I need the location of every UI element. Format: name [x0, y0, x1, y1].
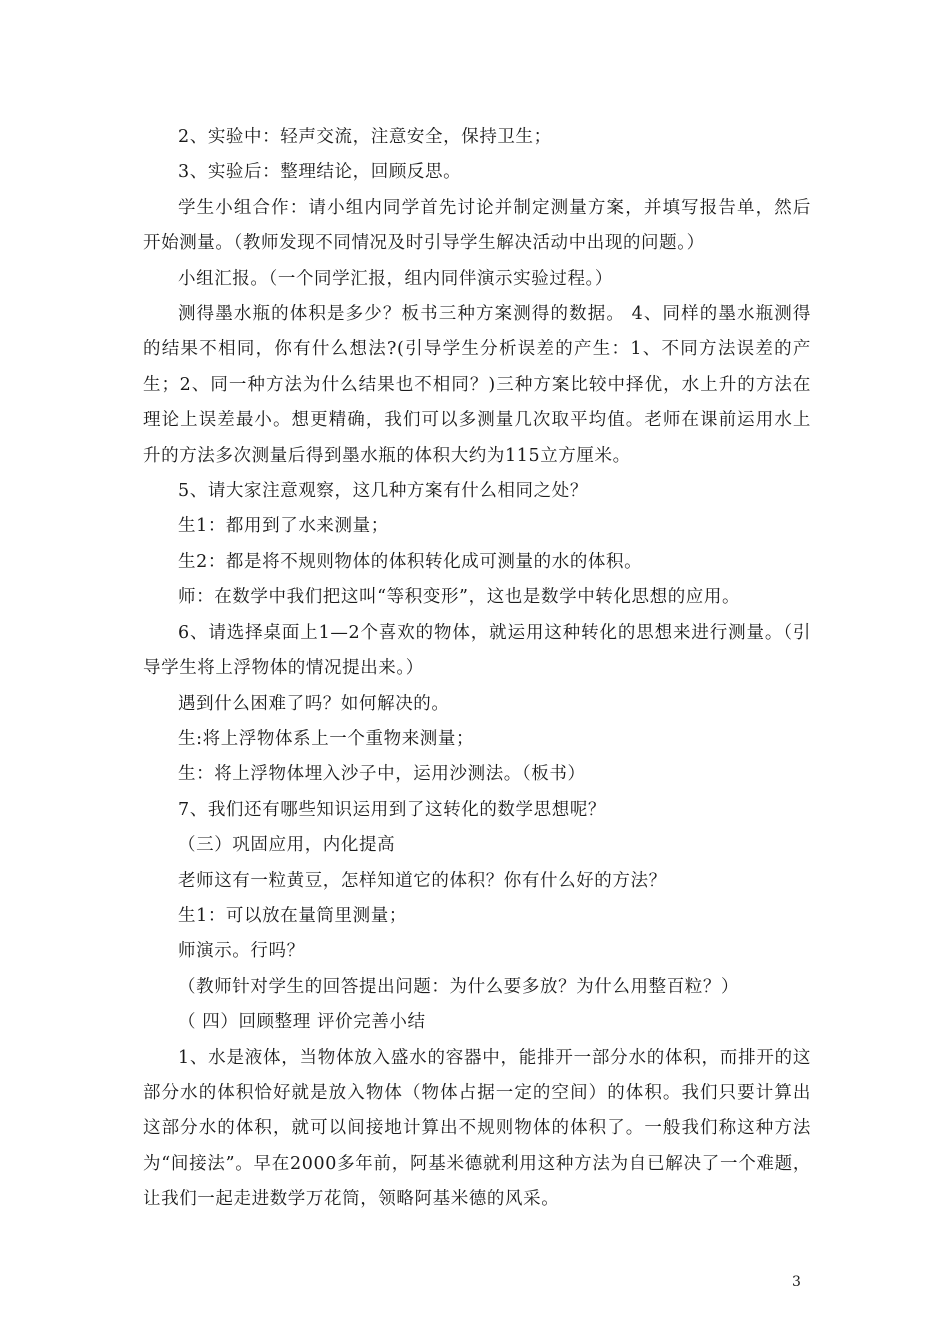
paragraph: 生1：都用到了水来测量； [178, 516, 389, 537]
paragraph: 师：在数学中我们把这叫“等积变形”，这也是数学中转化思想的应用。 [178, 587, 741, 608]
paragraph: 小组汇报。（一个同学汇报，组内同伴演示实验过程。） [178, 268, 613, 289]
paragraph: 师演示。行吗？ [178, 941, 305, 962]
paragraph: 2、实验中：轻声交流，注意安全，保持卫生； [178, 127, 552, 147]
paragraph: 测得墨水瓶的体积是多少？板书三种方案测得的数据。 4、同样的墨水瓶测得的结果不相同，你有什么想法?(引导学生分析误差的产生：1、不同方法误差的产生；2、同一种方法为什么结果也不相同？)三种方案比较中择优，水上升的方法在理论上误差最小。想更精确，我们可以多测量几次取平均值。老师在课前运用水上升的方法多次测量后得到墨水瓶的体积大约为115立方厘米。 [143, 304, 811, 466]
paragraph: 5、请大家注意观察，这几种方案有什么相同之处？ [178, 481, 588, 502]
paragraph: 6、请选择桌面上1—2个喜欢的物体，就运用这种转化的思想来进行测量。（引导学生将上浮物体的情况提出来。） [143, 622, 811, 679]
paragraph: 生：将上浮物体埋入沙子中，运用沙测法。（板书） [178, 764, 586, 785]
paragraph: 学生小组合作：请小组内同学首先讨论并制定测量方案，并填写报告单，然后开始测量。（教师发现不同情况及时引导学生解决活动中出现的问题。） [143, 197, 811, 254]
paragraph: （教师针对学生的回答提出问题：为什么要多放？为什么用整百粒？） [178, 976, 740, 997]
paragraph: 7、我们还有哪些知识运用到了这转化的数学思想呢？ [178, 799, 607, 820]
document-body [143, 120, 811, 1218]
page-number: 3 [792, 1274, 801, 1290]
section-heading: （三）巩固应用，内化提高 [178, 835, 396, 856]
paragraph: 1、水是液体，当物体放入盛水的容器中，能排开一部分水的体积，而排开的这部分水的体积恰好就是放入物体（物体占据一定的空间）的体积。我们只要计算出这部分水的体积，就可以间接地计算出不规则物体的体积了。一般我们称这种方法为“间接法”。早在2000多年前，阿基米德就利用这种方法为自已解决了一个难题，让我们一起走进数学万花筒，领略阿基米德的风采。 [143, 1047, 811, 1210]
paragraph: 生:将上浮物体系上一个重物来测量； [178, 728, 475, 749]
paragraph: 生2：都是将不规则物体的体积转化成可测量的水的体积。 [178, 551, 643, 572]
paragraph: 遇到什么困难了吗？如何解决的。 [178, 693, 450, 714]
paragraph: 生1：可以放在量筒里测量； [178, 905, 407, 926]
section-heading: （ 四）回顾整理 评价完善小结 [178, 1012, 426, 1033]
paragraph: 3、实验后：整理结论，回顾反思。 [178, 162, 462, 183]
paragraph: 老师这有一粒黄豆，怎样知道它的体积？你有什么好的方法？ [178, 870, 667, 891]
